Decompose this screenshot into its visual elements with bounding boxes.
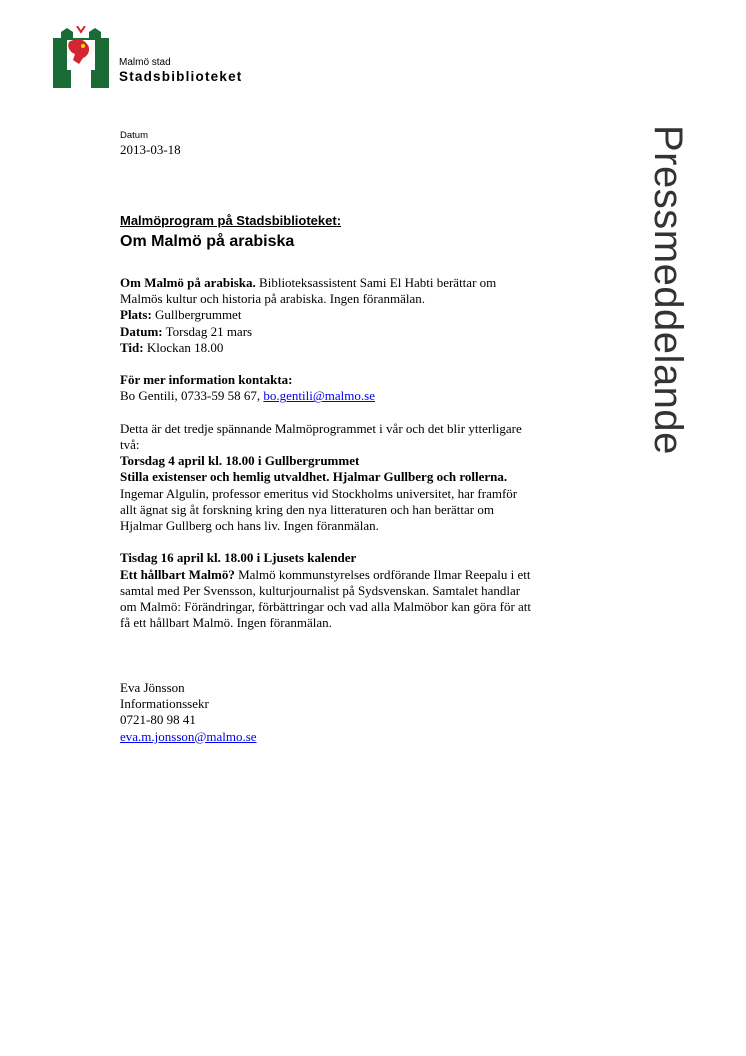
event3-when-text: Tisdag 16 april kl. 18.00 i Ljusets kalender (120, 550, 357, 566)
event2-title (120, 469, 590, 485)
contact-email-link[interactable]: bo.gentili@malmo.se (263, 388, 375, 404)
intro-line-2: två: (120, 437, 140, 452)
event3-when (120, 550, 590, 566)
signature-name: Eva Jönsson (120, 679, 185, 695)
malmo-coat-of-arms-logo (53, 26, 109, 88)
contact-line (120, 388, 590, 404)
program-title-text: Malmöprogram på Stadsbiblioteket (120, 213, 337, 228)
event2-line-3: Hjalmar Gullberg och hans liv. Ingen föranmälan. (120, 518, 379, 534)
event1-paragraph (120, 275, 590, 291)
event1-desc-2: Malmös kultur och historia på arabiska. Ingen föranmälan. (120, 291, 426, 307)
time-value: Klockan 18.00 (143, 339, 224, 355)
intro-line-1: Detta är det tredje spännande Malmöprogrammet i vår och det blir ytterligare (120, 420, 522, 436)
program-title (120, 213, 341, 229)
city-name: Malmö stad (119, 57, 171, 68)
event-date-label: Datum: (120, 323, 163, 339)
griffin-crest-icon (53, 26, 109, 88)
event-date-value: Torsdag 21 mars (162, 323, 253, 339)
contact-heading-text: För mer information kontakta: (120, 372, 293, 388)
event1-lead: Om Malmö på arabiska. (120, 275, 256, 290)
program-title-colon: : (336, 213, 342, 228)
place-value: Gullbergrummet (151, 307, 242, 323)
event2-when (120, 453, 590, 469)
date-label: Datum (120, 130, 148, 141)
event3-line-3: om Malmö: Förändringar, förbättringar och vad alla Malmöbor kan göra för att (120, 599, 532, 615)
title-block (120, 213, 341, 252)
event2-when-text: Torsdag 4 april kl. 18.00 i Gullbergrummet (120, 453, 360, 469)
event2-title-text: Stilla existenser och hemlig utvaldhet. Hjalmar Gullberg och rollerna. (120, 469, 508, 485)
event1-place (120, 307, 590, 323)
contact-text: Bo Gentili, 0733-59 58 67, (120, 388, 264, 404)
signature-email-line (120, 729, 590, 745)
contact-heading (120, 372, 590, 388)
time-label: Tid: (120, 339, 144, 355)
event3-title: Ett hållbart Malmö? (120, 566, 235, 582)
place-label: Plats: (120, 307, 152, 323)
document-date (120, 130, 181, 157)
organization-name (119, 57, 242, 85)
signature-role: Informationssekr (120, 696, 209, 712)
main-title: Om Malmö på arabiska (120, 233, 295, 250)
signature-phone: 0721-80 98 41 (120, 712, 196, 728)
library-name: Stadsbiblioteket (119, 69, 243, 84)
event2-line-1: Ingemar Algulin, professor emeritus vid Stockholms universitet, har framför (120, 485, 518, 501)
event2-line-2: allt ägnat sig åt forskning kring den nya litteraturen och han berättar om (120, 501, 494, 517)
event1-date (120, 324, 590, 340)
event1-desc-1: Biblioteksassistent Sami El Habti berättar om (255, 275, 497, 290)
event1-time (120, 340, 590, 356)
document-body (120, 275, 590, 745)
signature-email-link[interactable]: eva.m.jonsson@malmo.se (120, 728, 257, 744)
date-value: 2013-03-18 (120, 142, 181, 157)
event3-first-line (120, 567, 590, 583)
press-release-side-title: Pressmeddelande (646, 125, 690, 455)
event3-line-2: samtal med Per Svensson, kulturjournalist på Sydsvenskan. Samtalet handlar (120, 582, 521, 598)
event3-line-1: Malmö kommunstyrelses ordförande Ilmar Reepalu i ett (234, 566, 531, 582)
event3-line-4: få ett hållbart Malmö. Ingen föranmälan. (120, 615, 332, 631)
